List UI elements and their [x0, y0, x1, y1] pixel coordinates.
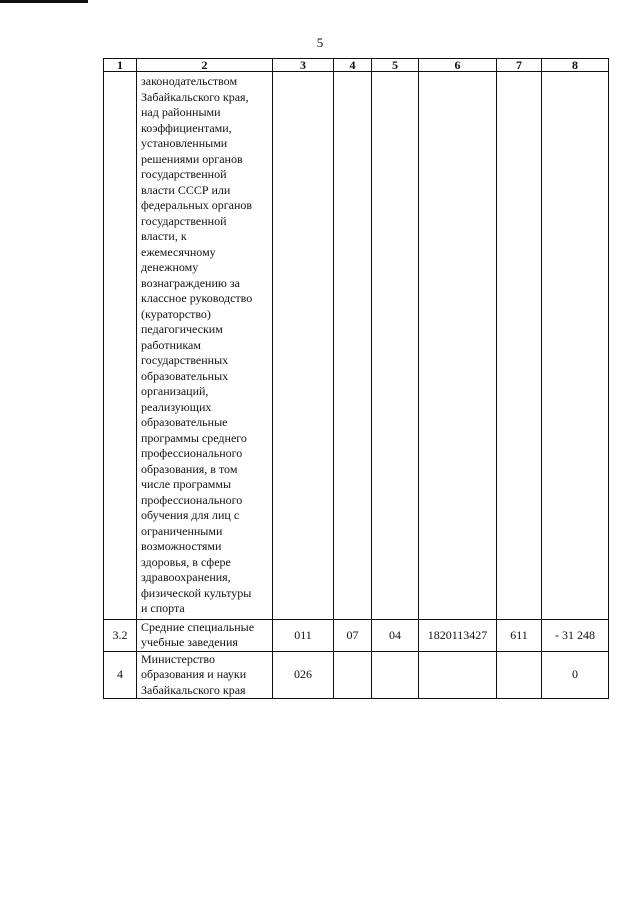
row-number [104, 72, 137, 620]
cell-col5: 04 [372, 619, 419, 651]
name-line: учебные заведения [141, 635, 238, 649]
cell-col7 [497, 651, 542, 699]
cell-col3 [273, 72, 334, 620]
cell-col5 [372, 651, 419, 699]
name-line: государственных [141, 353, 229, 367]
name-line: государственной [141, 213, 227, 228]
name-line: физической культуры [141, 585, 252, 600]
column-header-1: 1 [104, 59, 137, 72]
cell-col6 [419, 72, 497, 620]
name-line: государственной [141, 167, 227, 181]
name-line: реализующих [141, 399, 212, 414]
cell-col8 [542, 72, 609, 620]
column-header-8: 8 [542, 59, 609, 72]
page-number: 5 [316, 35, 324, 50]
name-line: ограниченными [141, 523, 223, 538]
name-line: числе программы [141, 477, 232, 491]
column-header-7: 7 [497, 59, 542, 72]
name-line: Забайкальского края [141, 682, 246, 697]
row-name [137, 72, 273, 620]
name-line: Средние специальные [141, 619, 255, 634]
row-number: 3.2 [104, 619, 137, 651]
name-line: ежемесячному [141, 244, 216, 259]
name-line: образования, в том [141, 461, 238, 476]
name-line: денежному [141, 260, 199, 274]
cell-col6: 1820113427 [419, 619, 497, 651]
row-name [137, 619, 273, 651]
cell-col4: 07 [334, 619, 372, 651]
name-line: установленными [141, 136, 228, 150]
name-line: образовательные [141, 415, 228, 429]
name-line: образовательных [141, 368, 229, 383]
name-line: работникам [141, 337, 201, 352]
budget-table [103, 58, 609, 699]
name-line: Забайкальского края, [141, 89, 249, 104]
name-line: здоровья, в сфере [141, 554, 231, 569]
column-header-3: 3 [273, 59, 334, 72]
name-line: власти СССР или [141, 182, 231, 197]
cell-col3: 011 [273, 619, 334, 651]
column-header-6: 6 [419, 59, 497, 72]
name-line: решениями органов [141, 151, 243, 166]
name-line: педагогическим [141, 322, 223, 336]
cell-col8: 0 [542, 651, 609, 699]
row-number: 4 [104, 651, 137, 699]
name-line: классное руководство [141, 291, 253, 305]
name-line: и спорта [141, 601, 185, 615]
name-line: обучения для лиц с [141, 508, 240, 522]
name-line: вознаграждению за [141, 275, 240, 290]
name-line: Министерство [141, 651, 215, 666]
row-name [137, 651, 273, 699]
column-header-4: 4 [334, 59, 372, 72]
name-line: программы среднего [141, 430, 247, 445]
cell-col7 [497, 72, 542, 620]
table-row [104, 72, 609, 620]
table-row [104, 651, 609, 699]
name-line: коэффициентами, [141, 120, 232, 135]
cell-col4 [334, 72, 372, 620]
name-line: возможностями [141, 539, 222, 553]
name-line: власти, к [141, 229, 187, 243]
cell-col4 [334, 651, 372, 699]
scan-corner-mark [0, 0, 88, 3]
column-header-2: 2 [137, 59, 273, 72]
cell-col8: - 31 248 [542, 619, 609, 651]
name-line: над районными [141, 105, 221, 119]
name-line: организаций, [141, 384, 209, 398]
table-row [104, 619, 609, 651]
name-line: профессионального [141, 446, 243, 460]
name-line: законодательством [141, 74, 238, 88]
cell-col5 [372, 72, 419, 620]
name-line: (кураторство) [141, 306, 211, 321]
cell-col3: 026 [273, 651, 334, 699]
name-line: образования и науки [141, 667, 247, 681]
cell-col7: 611 [497, 619, 542, 651]
name-line: федеральных органов [141, 198, 253, 212]
table-header-row [104, 59, 609, 72]
name-line: профессионального [141, 492, 243, 507]
column-header-5: 5 [372, 59, 419, 72]
cell-col6 [419, 651, 497, 699]
name-line: здравоохранения, [141, 570, 231, 584]
